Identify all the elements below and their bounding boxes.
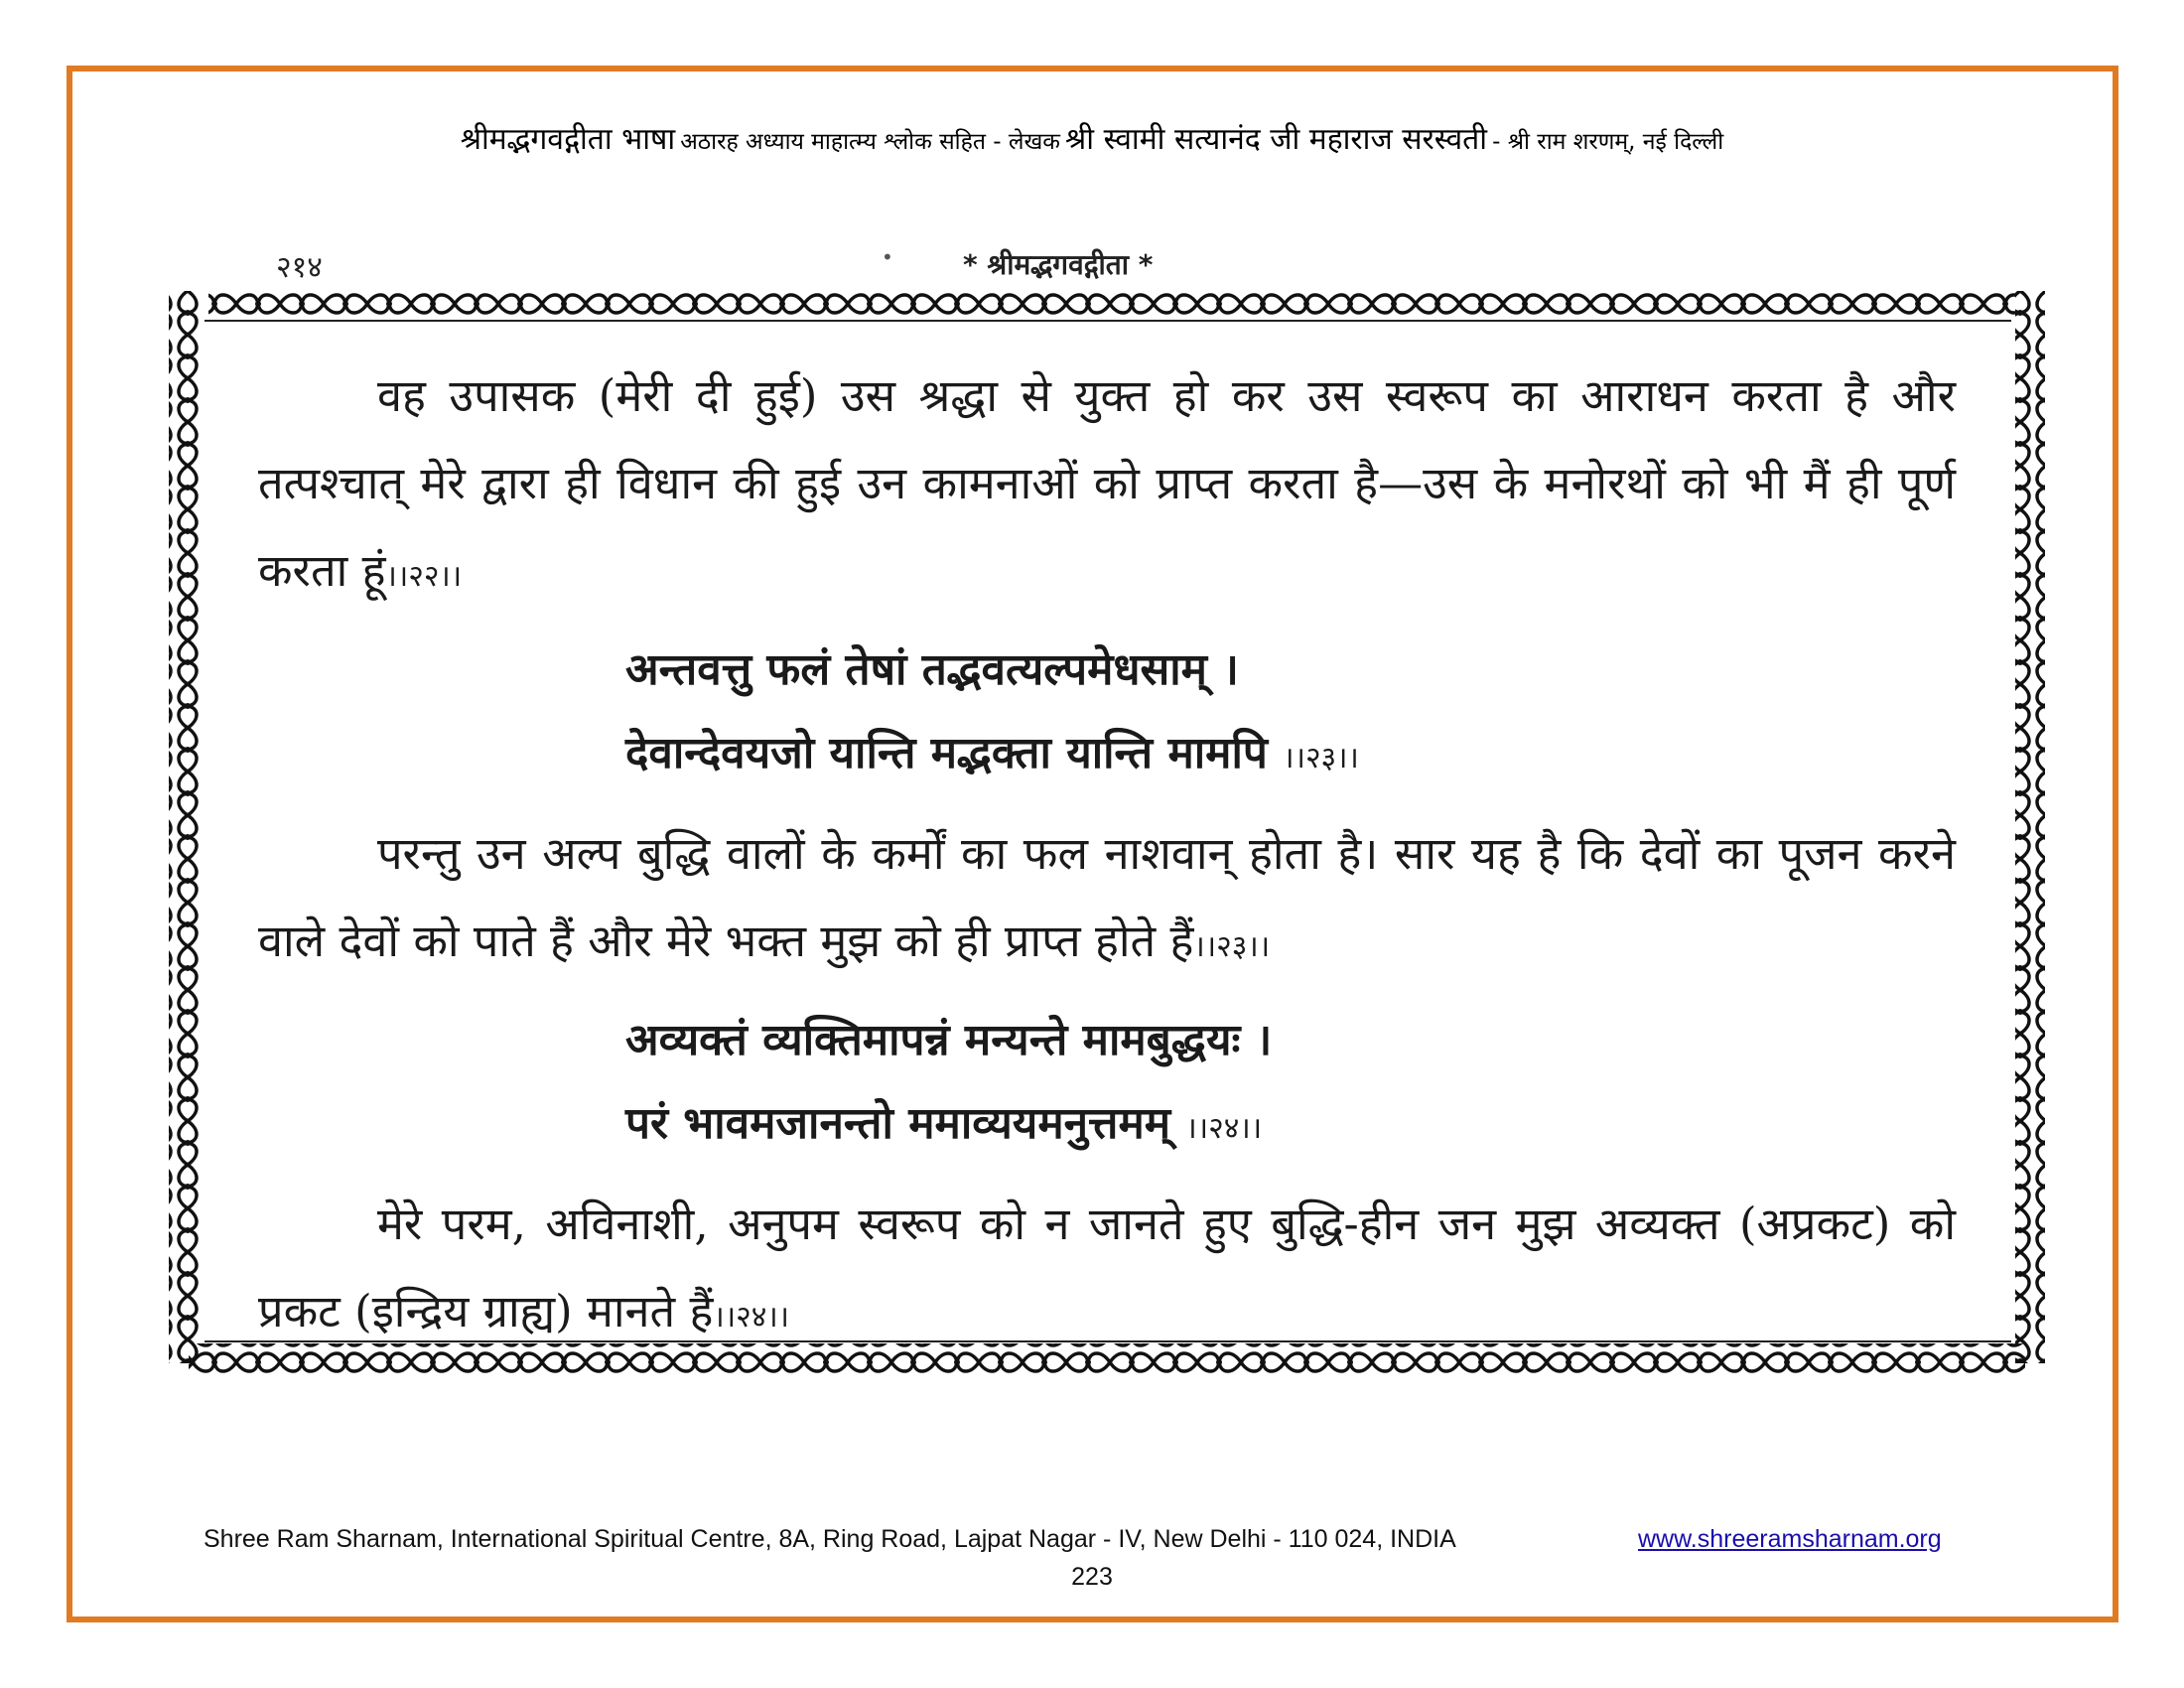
translation-paragraph-23: परन्तु उन अल्प बुद्धि वालों के कर्मों का फल नाशवान् होता है। सार यह है कि देवों का पूजन करने वाले देवों को पाते हैं और मेरे भक्त मुझ को ही प्राप्त होते हैं।।२३।। [258, 827, 1956, 967]
verse-line: देवान्देवयजो यान्ति मद्भक्ता यान्ति मामपि ।।२३।। [625, 728, 1359, 778]
header-publisher: - श्री राम शरणम्, नई दिल्ली [1492, 129, 1724, 155]
header-gita-title: श्रीमद्भगवद्गीता भाषा [460, 122, 676, 157]
header-author: श्री स्वामी सत्यानंद जी महाराज सरस्वती [1065, 122, 1488, 157]
translation-paragraph-22: वह उपासक (मेरी दी हुई) उस श्रद्धा से युक्त हो कर उस स्वरूप का आराधन करता है और तत्पश्चात् मेरे द्वारा ही विधान की हुई उन कामनाओं को प्राप्त करता है—उस के मनोरथों को भी मैं ही पूर्ण करता हूं।।२२।। [258, 369, 1956, 597]
footer-address: Shree Ram Sharnam, International Spiritual Centre, 8A, Ring Road, Lajpat Nagar - IV, New Delhi - 110 024, INDIA [204, 1525, 1456, 1553]
verse-line: परं भावमजानन्तो ममाव्ययमनुत्तमम् ।।२४।। [625, 1098, 1263, 1149]
header-subtitle: अठारह अध्याय माहात्म्य श्लोक सहित - लेखक [680, 129, 1060, 155]
verse-line: अव्यक्तं व्यक्तिमापन्नं मन्यन्ते मामबुद्धयः । [625, 1015, 1273, 1065]
document-header [99, 117, 2085, 158]
scan-body [258, 352, 1956, 1361]
translation-paragraph-24: मेरे परम, अविनाशी, अनुपम स्वरूप को न जानते हुए बुद्धि-हीन जन मुझ अव्यक्त (अप्रकट) को प्रकट (इन्द्रिय ग्राह्य) मानते हैं।।२४।। [258, 1197, 1956, 1337]
verse-number-tag: ।।२४।। [713, 1300, 790, 1335]
scan-page-number: २१४ [276, 250, 323, 285]
footer-page-number: 223 [1071, 1563, 1113, 1591]
scanned-page [149, 223, 2065, 1445]
sanskrit-verse-24 [258, 999, 1956, 1171]
verse-number-tag: ।।२३।। [1193, 929, 1271, 964]
verse-number-tag: ।।२४।। [1185, 1111, 1263, 1146]
verse-number-tag: ।।२२।। [385, 559, 463, 594]
border-top-chain [208, 291, 2015, 319]
scan-running-head: * श्रीमद्भगवद्गीता * [963, 248, 1154, 281]
verse-number-tag: ।।२३।। [1283, 741, 1359, 775]
verse-line: अन्तवत्तु फलं तेषां तद्भवत्यल्पमेधसाम् । [625, 644, 1239, 695]
border-right-chain [2015, 291, 2045, 1363]
scan-speck: • [882, 245, 893, 269]
sanskrit-verse-23 [258, 629, 1956, 800]
border-left-chain [169, 291, 199, 1363]
footer-website-link[interactable]: www.shreeramsharnam.org [1638, 1525, 1942, 1553]
